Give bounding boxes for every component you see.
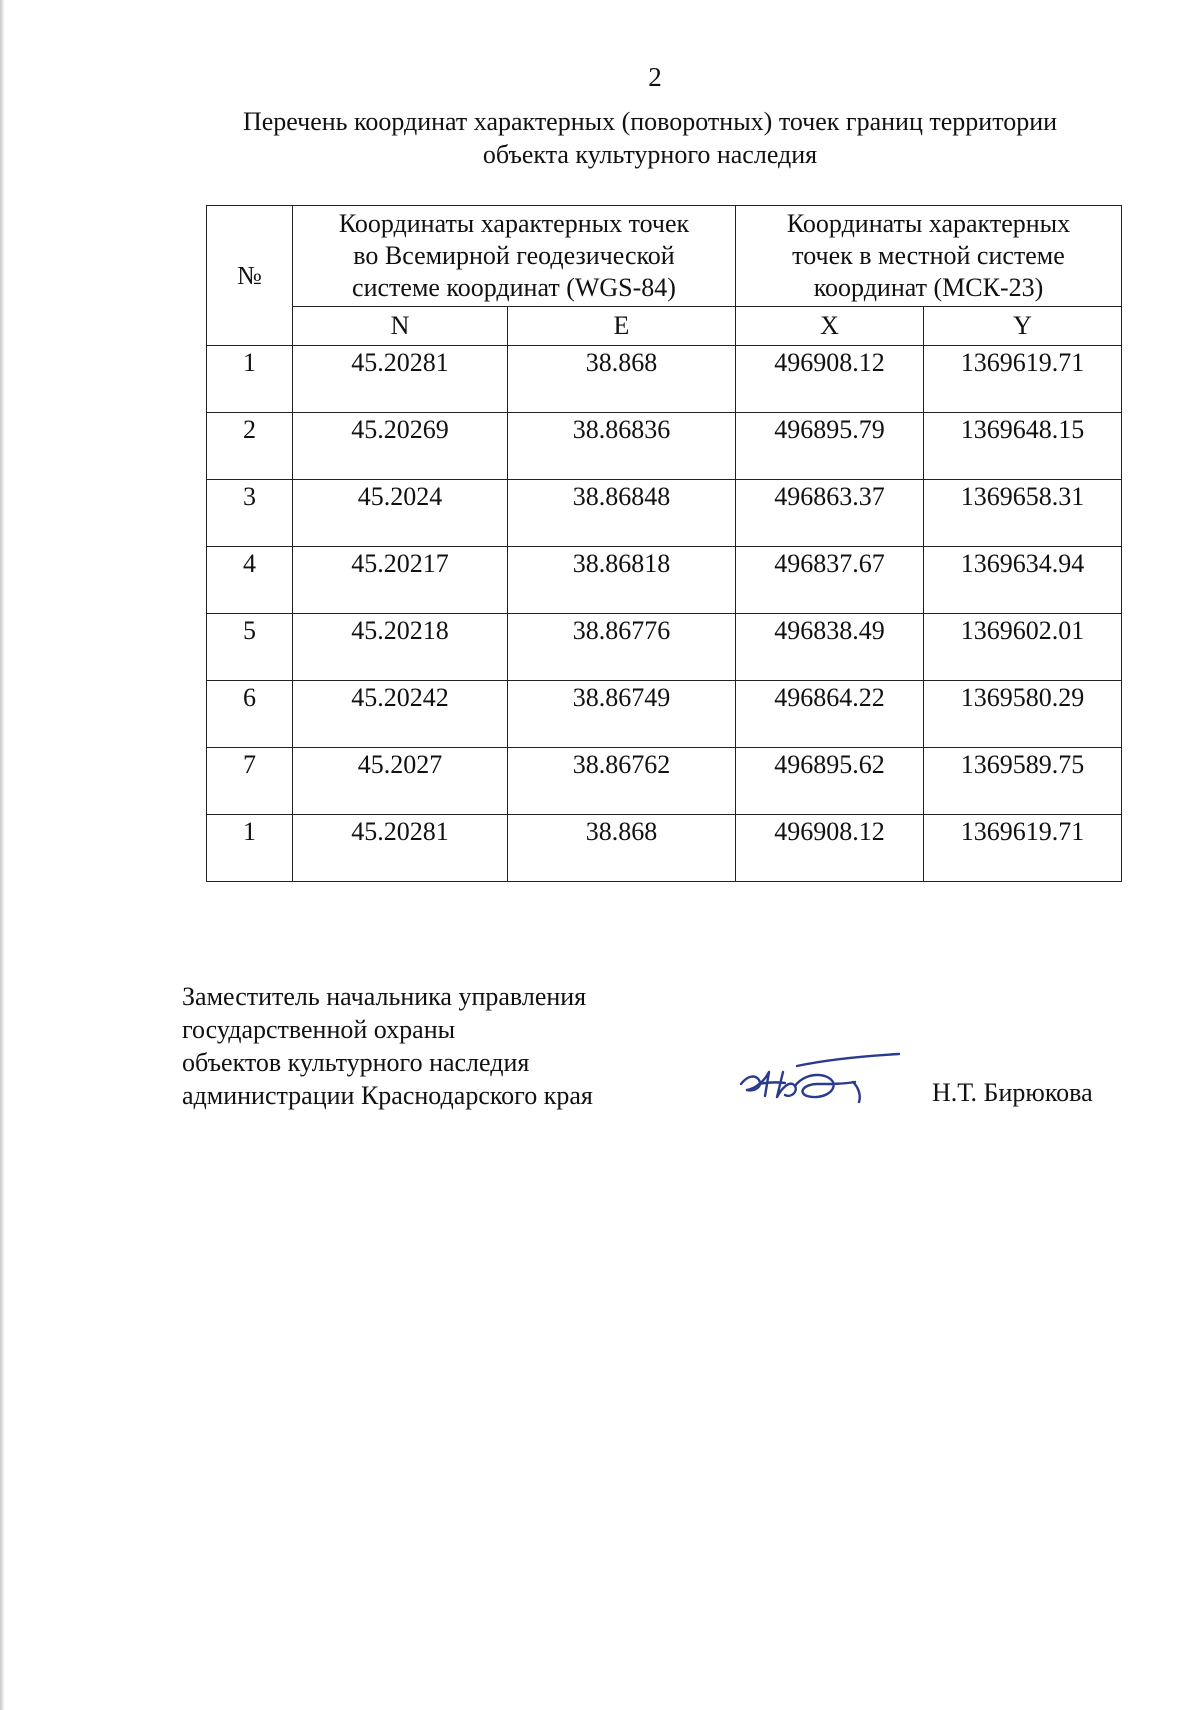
cell-n: 45.20218 [293, 614, 508, 681]
table-row [207, 547, 1122, 614]
table-row [207, 681, 1122, 748]
signer-position-line-3: объектов культурного наследия [182, 1048, 530, 1077]
table-row [207, 748, 1122, 815]
cell-e: 38.86776 [508, 614, 736, 681]
table-row [207, 614, 1122, 681]
cell-number: 7 [207, 748, 293, 815]
signer-position-line-1: Заместитель начальника управления [182, 982, 587, 1011]
cell-x: 496895.62 [736, 748, 924, 815]
table-row [207, 413, 1122, 480]
cell-x: 496863.37 [736, 480, 924, 547]
cell-n: 45.20242 [293, 681, 508, 748]
signer-position [182, 980, 593, 1112]
cell-y: 1369634.94 [924, 547, 1122, 614]
signer-position-line-2: государственной охраны [182, 1015, 456, 1044]
page-number: 2 [648, 62, 662, 92]
header-msk23 [736, 206, 1122, 307]
cell-n: 45.20217 [293, 547, 508, 614]
table-subheader-row [207, 307, 1122, 346]
document-title [190, 105, 1110, 171]
header-x: X [736, 307, 924, 346]
header-wgs84-line-1: Координаты характерных точек [338, 209, 690, 238]
cell-n: 45.2024 [293, 480, 508, 547]
cell-y: 1369589.75 [924, 748, 1122, 815]
cell-e: 38.86848 [508, 480, 736, 547]
cell-y: 1369619.71 [924, 346, 1122, 413]
cell-n: 45.20281 [293, 346, 508, 413]
cell-number: 3 [207, 480, 293, 547]
cell-y: 1369602.01 [924, 614, 1122, 681]
cell-e: 38.86818 [508, 547, 736, 614]
cell-x: 496908.12 [736, 346, 924, 413]
cell-number: 4 [207, 547, 293, 614]
cell-number: 1 [207, 815, 293, 882]
cell-e: 38.86749 [508, 681, 736, 748]
table-header-row [207, 206, 1122, 307]
cell-y: 1369619.71 [924, 815, 1122, 882]
signer-position-line-4: администрации Краснодарского края [182, 1081, 593, 1110]
header-e: E [508, 307, 736, 346]
cell-number: 1 [207, 346, 293, 413]
header-wgs84 [293, 206, 736, 307]
header-msk23-line-2: точек в местной системе [792, 241, 1065, 270]
coordinates-table [206, 205, 1122, 882]
cell-n: 45.20269 [293, 413, 508, 480]
cell-e: 38.86836 [508, 413, 736, 480]
header-wgs84-line-2: во Всемирной геодезической [353, 241, 675, 270]
header-msk23-line-1: Координаты характерных [786, 209, 1071, 238]
cell-e: 38.868 [508, 815, 736, 882]
table-row [207, 346, 1122, 413]
cell-y: 1369648.15 [924, 413, 1122, 480]
cell-n: 45.20281 [293, 815, 508, 882]
header-y: Y [924, 307, 1122, 346]
table-row [207, 480, 1122, 547]
cell-x: 496837.67 [736, 547, 924, 614]
cell-number: 2 [207, 413, 293, 480]
cell-e: 38.86762 [508, 748, 736, 815]
cell-y: 1369658.31 [924, 480, 1122, 547]
table-row [207, 815, 1122, 882]
cell-x: 496838.49 [736, 614, 924, 681]
cell-y: 1369580.29 [924, 681, 1122, 748]
scan-edge-shadow [0, 0, 5, 1710]
signer-name: Н.Т. Бирюкова [932, 1078, 1093, 1107]
handwritten-signature [735, 1042, 905, 1108]
cell-number: 6 [207, 681, 293, 748]
document-title-line-2: объекта культурного наследия [482, 140, 818, 169]
cell-number: 5 [207, 614, 293, 681]
cell-e: 38.868 [508, 346, 736, 413]
header-wgs84-line-3: системе координат (WGS-84) [352, 273, 676, 302]
cell-n: 45.2027 [293, 748, 508, 815]
cell-x: 496908.12 [736, 815, 924, 882]
cell-x: 496864.22 [736, 681, 924, 748]
header-number: № [207, 206, 293, 346]
document-title-line-1: Перечень координат характерных (поворотных) точек границ территории [242, 107, 1058, 136]
cell-x: 496895.79 [736, 413, 924, 480]
header-msk23-line-3: координат (МСК-23) [813, 273, 1044, 302]
header-n: N [293, 307, 508, 346]
